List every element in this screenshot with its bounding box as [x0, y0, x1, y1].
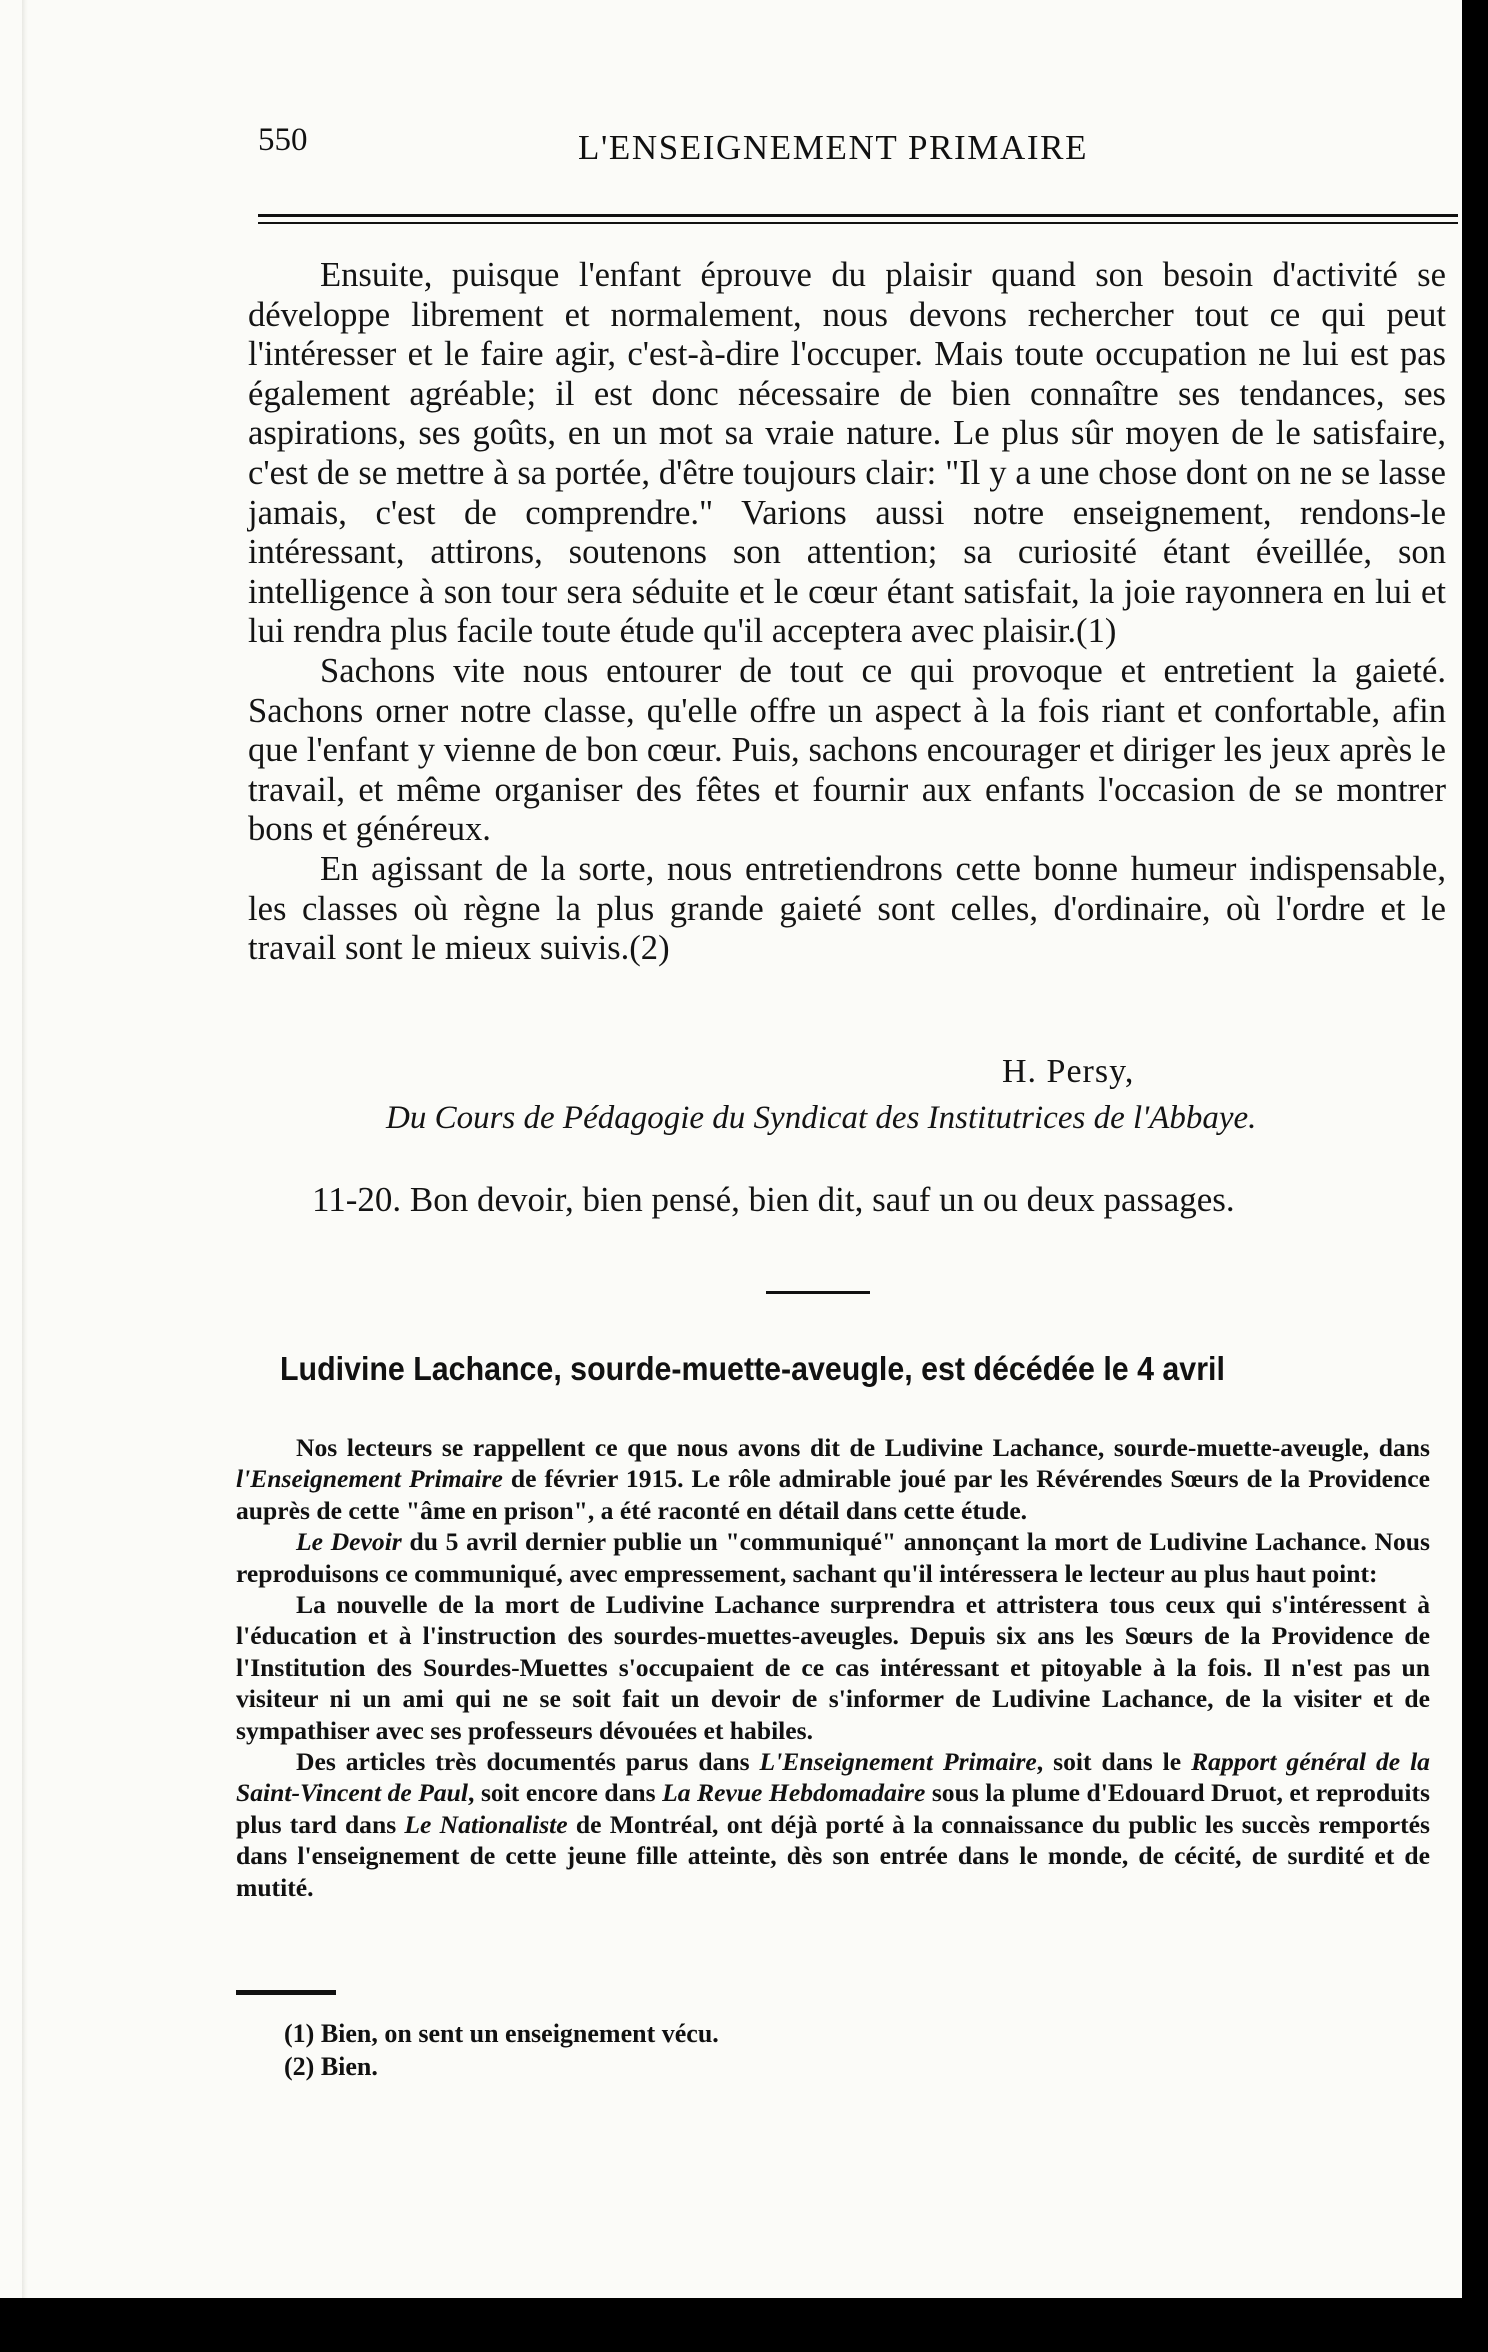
- section-separator: [766, 1291, 870, 1294]
- footnote: (2) Bien.: [284, 2052, 378, 2081]
- article-paragraph: Nos lecteurs se rappellent ce que nous avons dit de Ludivine Lachance, sourde-muette-aveugle, dans l'Enseignement Primaire de février 1915. Le rôle admirable joué par les Révérendes Sœurs de la Providence auprès de cette "âme en prison", a été raconté en détail dans cette étude.: [236, 1433, 1430, 1525]
- footnote-rule: [236, 1990, 336, 1995]
- article-body: [236, 1432, 1430, 1903]
- page-gutter-edge: [22, 0, 28, 2298]
- article-paragraph: La nouvelle de la mort de Ludivine Lachance surprendra et attristera tous ceux qui s'intéressent à l'éducation et à l'instruction des sourdes-muettes-aveugles. Depuis six ans les Sœurs de la Providence de l'Institution des Sourdes-Muettes s'occupaient de ce cas intéressant et pitoyable à la fois. Il n'est pas un visiteur ni un ami qui ne se soit fait un devoir de s'informer de Ludivine Lachance, de la visiter et de sympathiser avec ses professeurs dévouées et habiles.: [236, 1590, 1430, 1745]
- footnotes: [284, 2017, 1184, 2083]
- essay-paragraph: En agissant de la sorte, nous entretiendrons cette bonne humeur indispensable, les classes où règne la plus grande gaieté sont celles, d'ordinaire, où l'ordre et le travail sont le mieux suivis.(2): [248, 849, 1446, 968]
- author-signature: H. Persy,: [1002, 1053, 1135, 1090]
- header-rule: [258, 214, 1458, 224]
- author-affiliation: Du Cours de Pédagogie du Syndicat des Institutrices de l'Abbaye.: [386, 1100, 1257, 1136]
- scan-border-right: [1462, 0, 1488, 2352]
- article-paragraph: Des articles très documentés parus dans L'Enseignement Primaire, soit dans le Rapport général de la Saint-Vincent de Paul, soit encore dans La Revue Hebdomadaire sous la plume d'Edouard Druot, et reproduits plus tard dans Le Nationaliste de Montréal, ont déjà porté à la connaissance du public les succès remportés dans l'enseignement de cette jeune fille atteinte, dès son entrée dans le monde, de cécité, de surdité et de mutité.: [236, 1747, 1431, 1902]
- essay-paragraph: Sachons vite nous entourer de tout ce qui provoque et entretient la gaieté. Sachons orner notre classe, qu'elle offre un aspect à la fois riant et confortable, afin que l'enfant y vienne de bon cœur. Puis, sachons encourager et diriger les jeux après le travail, et même organiser des fêtes et fournir aux enfants l'occasion de se montrer bons et généreux.: [248, 651, 1446, 849]
- scan-border-bottom: [0, 2298, 1488, 2352]
- article-paragraph: Le Devoir du 5 avril dernier publie un "communiqué" annonçant la mort de Ludivine Lachance. Nous reproduisons ce communiqué, avec empressement, sachant qu'il intéressera le lecteur au plus haut point:: [236, 1527, 1430, 1588]
- running-title: L'ENSEIGNEMENT PRIMAIRE: [578, 128, 1089, 167]
- essay-body: [248, 256, 1446, 969]
- page-number: 550: [258, 122, 308, 158]
- article-heading: Ludivine Lachance, sourde-muette-aveugle, est décédée le 4 avril: [280, 1350, 1225, 1387]
- grade-comment: 11-20. Bon devoir, bien pensé, bien dit, sauf un ou deux passages.: [312, 1180, 1235, 1219]
- essay-paragraph: Ensuite, puisque l'enfant éprouve du plaisir quand son besoin d'activité se développe librement et normalement, nous devons rechercher tout ce qui peut l'intéresser et le faire agir, c'est-à-dire l'occuper. Mais toute occupation ne lui est pas également agréable; il est donc nécessaire de bien connaître ses tendances, ses aspirations, ses goûts, en un mot sa vraie nature. Le plus sûr moyen de le satisfaire, c'est de se mettre à sa portée, d'être toujours clair: "Il y a une chose dont on ne se lasse jamais, c'est de comprendre." Varions aussi notre enseignement, rendons-le intéressant, attirons, soutenons son attention; sa curiosité étant éveillée, son intelligence à son tour sera séduite et le cœur étant satisfait, la joie rayonnera en lui et lui rendra plus facile toute étude qu'il acceptera avec plaisir.(1): [248, 256, 1446, 651]
- footnote: (1) Bien, on sent un enseignement vécu.: [284, 2019, 719, 2048]
